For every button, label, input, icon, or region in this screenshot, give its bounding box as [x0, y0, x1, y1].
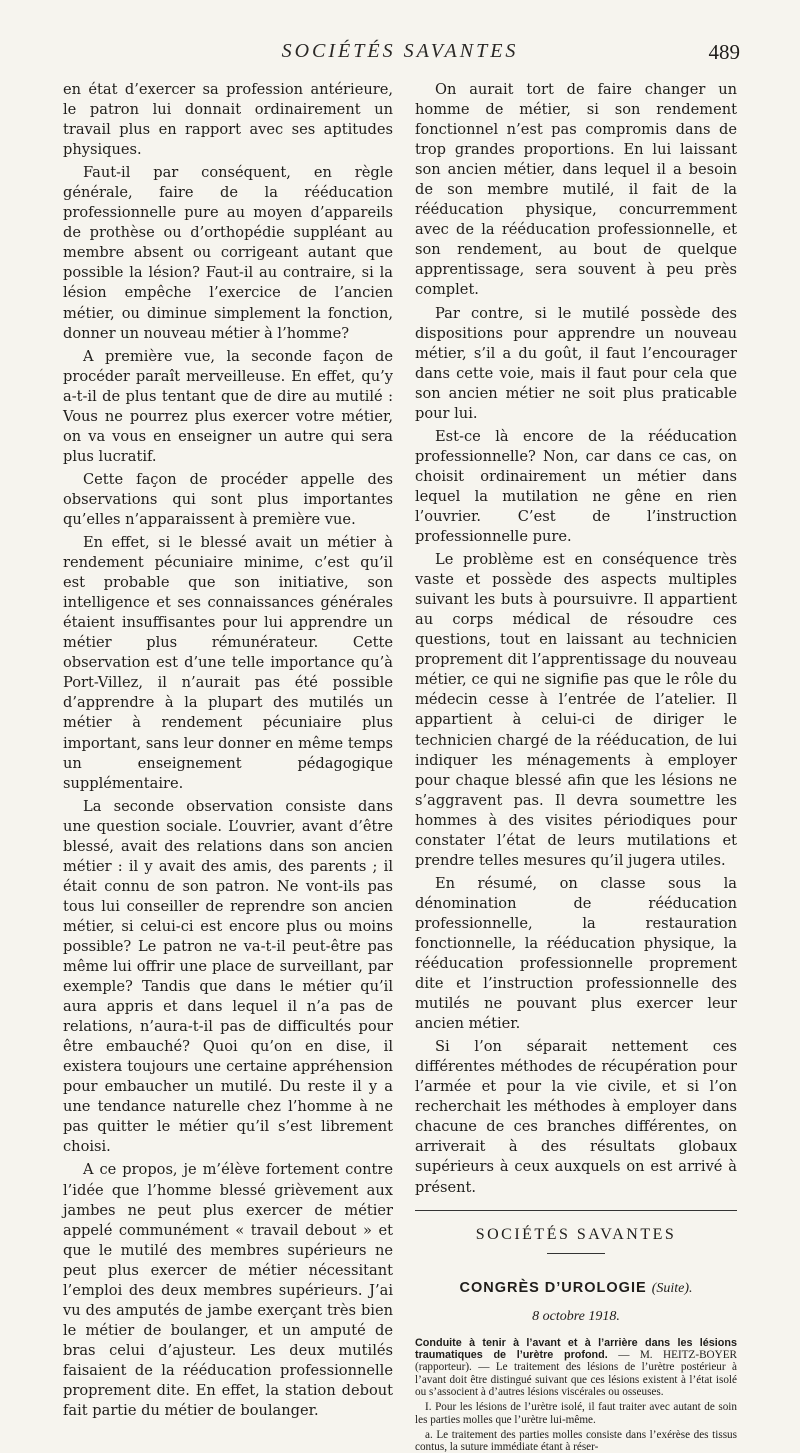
report-title: Conduite à tenir à l’avant et à l’arrière dans les lésions traumatiques de l’urètre profond. [415, 1336, 737, 1362]
short-divider [547, 1253, 605, 1254]
body-paragraph: Faut-il par conséquent, en règle générale, faire de la rééducation professionnelle pure au moyen d’appareils de prothèse ou d’orthopédie suppléant au membre absent ou corrigeant autant que possible la lésion? Faut-il au contraire, si la lésion empêche l’exercice de l’ancien métier, ou diminue simplement la fonction, donner un nouveau métier à l’homme? [63, 164, 393, 342]
running-title: SOCIÉTÉS SAVANTES [281, 40, 519, 62]
report-author: — M. HEITZ-BOYER (rapporteur). — [415, 1349, 737, 1374]
section-divider [415, 1210, 737, 1211]
body-paragraph: La seconde observation consiste dans une question sociale. L’ouvrier, avant d’être blessé, avait des relations dans son ancien métier : il y avait des amis, des parents ; il était connu de son patron. Ne vont-ils pas tous lui conseiller de reprendre son ancien métier, si celui-ci est encore plus ou moins possible? Le patron ne va-t-il peut-être pas même lui offrir une place de surveillant, par exemple? Tandis que dans le métier qu’il aura appris et dans lequel il n’a pas de relations, n’aura-t-il pas de difficultés pour être embauché? Quoi qu’on en dise, il existera toujours une certaine appréhension pour embaucher un mutilé. Du reste il y a une tendance naturelle chez l’homme à ne pas quitter le métier qu’il s’est librement choisi. [63, 797, 393, 1156]
right-column [415, 80, 737, 1453]
congress-title-text: CONGRÈS D’UROLOGIE [459, 1279, 647, 1296]
body-paragraph: En résumé, on classe sous la dénomination de rééducation professionnelle, la restauration fonctionnelle, la rééducation physique, la rééducation professionnelle proprement dite et l’instruction professionnelle des mutilés ne pouvant plus exercer leur ancien métier. [415, 874, 737, 1033]
body-paragraph: Cette façon de procéder appelle des observations qui sont plus importantes qu’elles n’apparaissent à première vue. [63, 470, 393, 528]
page-number: 489 [708, 40, 740, 64]
section-heading: SOCIÉTÉS SAVANTES [475, 1225, 677, 1243]
session-date: 8 octobre 1918. [532, 1308, 620, 1324]
report-block [415, 1337, 737, 1453]
body-paragraph: A ce propos, je m’élève fortement contre l’idée que l’homme blessé grièvement aux jambes ne peut plus exercer de métier appelé communément « travail debout » et que le mutilé des membres supérieurs ne peut plus exercer de métier nécessitant l’emploi des deux membres supérieurs. J’ai vu des amputés de jambe exerçant très bien le métier de boulanger, et un amputé de bras celui d’ajusteur. Les deux mutilés faisaient de la rééducation professionnelle proprement dite. En effet, la station debout fait partie du métier de boulanger. [63, 1161, 393, 1420]
left-column [63, 80, 393, 1421]
body-paragraph: Est-ce là encore de la rééducation professionnelle? Non, car dans ce cas, on choisit ordinairement un métier dans lequel la mutilation ne gêne en rien l’ouvrier. C’est de l’instruction professionnelle pure. [415, 427, 737, 546]
body-paragraph: Par contre, si le mutilé possède des dispositions pour apprendre un nouveau métier, s’il a du goût, il faut l’encourager dans cette voie, mais il faut pour cela que son ancien métier ne soit plus praticable pour lui. [415, 304, 737, 422]
report-lead-text: Le traitement des lésions de l’urètre postérieur à l’avant doit être distingué suivant que ces lésions existent à l’état isolé ou s’associent à d’autres lésions viscérales ou osseuses. [415, 1361, 737, 1398]
page-header [60, 40, 740, 70]
congress-title [415, 1278, 737, 1299]
body-paragraph: en état d’exercer sa profession antérieure, le patron lui donnait ordinairement un travail plus en rapport avec ses aptitudes physiques. [63, 81, 393, 159]
body-paragraph: On aurait tort de faire changer un homme de métier, si son rendement fonctionnel n’est pas compromis dans de trop grandes proportions. En lui laissant son ancien métier, dans lequel il a besoin de son membre mutilé, il fait de la rééducation physique, concurremment avec de la rééducation professionnelle, et son rendement, au bout de quelque apprentissage, sera souvent à peu près complet. [415, 81, 737, 299]
report-lead [415, 1337, 737, 1398]
body-paragraph: En effet, si le blessé avait un métier à rendement pécuniaire minime, c’est qu’il est probable que son initiative, son intelligence et ses connaissances générales étaient insuffisantes pour lui apprendre un métier plus rémunérateur. Cette observation est d’une telle importance qu’à Port-Villez, il n’aurait pas été possible d’apprendre à la plupart des mutilés un métier à rendement pécuniaire plus important, sans leur donner en même temps un enseignement pédagogique supplémentaire. [63, 534, 393, 792]
report-item: a. Le traitement des parties molles consiste dans l’exérèse des tissus contus, la suture immédiate étant à réser- [415, 1428, 737, 1453]
report-item: I. Pour les lésions de l’urètre isolé, il faut traiter avec autant de soin les parties molles que l’urètre lui-même. [415, 1401, 737, 1426]
congress-suite: (Suite). [651, 1280, 693, 1296]
body-paragraph: Le problème est en conséquence très vaste et possède des aspects multiples suivant les buts à poursuivre. Il appartient au corps médical de résoudre ces questions, tout en laissant au technicien proprement dit l’apprentissage du nouveau métier, ce qui ne signifie pas que le rôle du médecin cesse à l’entrée de l’atelier. Il appartient à celui-ci de diriger le technicien chargé de la rééducation, de lui indiquer les ménagements à employer pour chaque blessé afin que les lésions ne s’aggravent pas. Il devra soumettre les hommes à des visites périodiques pour constater l’état de leurs mutilations et prendre telles mesures qu’il jugera utiles. [415, 551, 737, 869]
body-paragraph: A première vue, la seconde façon de procéder paraît merveilleuse. En effet, qu’y a-t-il de plus tentant que de dire au mutilé : Vous ne pourrez plus exercer votre métier, on va vous en enseigner un autre qui sera plus lucratif. [63, 347, 393, 465]
body-paragraph: Si l’on séparait nettement ces différentes méthodes de récupération pour l’armée et pour la vie civile, et si l’on recherchait les méthodes à employer dans chacune de ces branches différentes, on arriverait à des résultats globaux supérieurs à ceux auxquels on est arrivé à présent. [415, 1038, 737, 1196]
